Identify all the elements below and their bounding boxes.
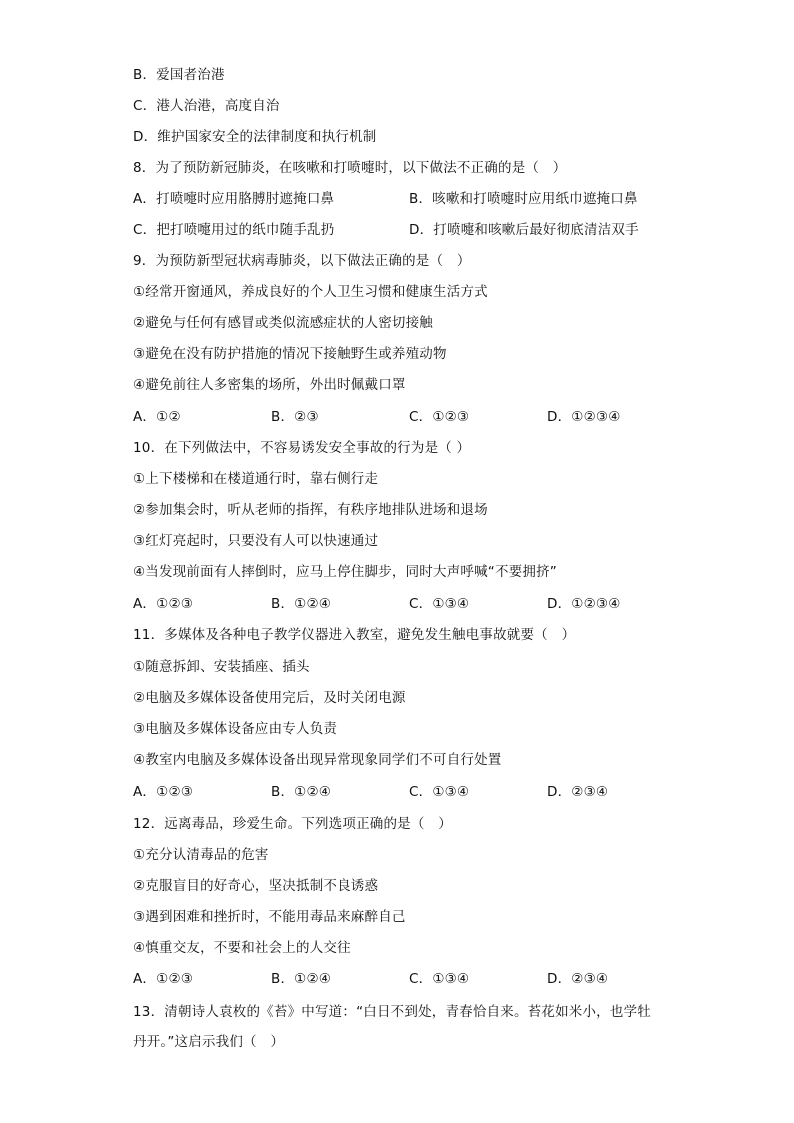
q9-item-3: ③避免在没有防护措施的情况下接触野生或养殖动物 (133, 346, 447, 362)
q9-item-4: ④避免前往人多密集的场所，外出时佩戴口罩 (133, 377, 406, 393)
q9-item-1: ①经常开窗通风，养成良好的个人卫生习惯和健康生活方式 (133, 284, 488, 300)
q13-stem-line1: 13．清朝诗人袁枚的《苔》中写道：“白日不到处，青春恰自来。苔花如米小，也学牡 (133, 1004, 651, 1020)
q12-item-3: ③遇到困难和挫折时，不能用毒品来麻醉自己 (133, 909, 406, 925)
q7-option-d: D．维护国家安全的法律制度和执行机制 (133, 129, 377, 145)
q9-option-c: C．①②③ (409, 409, 470, 425)
q8-option-d: D．打喷嚏和咳嗽后最好彻底清洁双手 (409, 222, 639, 238)
q10-option-a: A．①②③ (133, 596, 194, 612)
q11-item-1: ①随意拆卸、安装插座、插头 (133, 659, 310, 675)
q12-item-1: ①充分认清毒品的危害 (133, 847, 269, 863)
q11-item-3: ③电脑及多媒体设备应由专人负责 (133, 721, 338, 737)
q11-option-a: A．①②③ (133, 784, 194, 800)
q10-item-4: ④当发现前面有人摔倒时，应马上停住脚步，同时大声呼喊“不要拥挤” (133, 564, 557, 580)
q7-option-c: C．港人治港，高度自治 (133, 98, 280, 114)
q12-option-d: D．②③④ (547, 971, 609, 987)
q10-item-3: ③红灯亮起时，只要没有人可以快速通过 (133, 533, 379, 549)
q8-stem: 8．为了预防新冠肺炎，在咳嗽和打喷嚏时，以下做法不正确的是（ ） (133, 160, 567, 176)
q12-stem: 12．远离毒品，珍爱生命。下列选项正确的是（ ） (133, 816, 452, 832)
q11-option-d: D．②③④ (547, 784, 609, 800)
q11-item-4: ④教室内电脑及多媒体设备出现异常现象同学们不可自行处置 (133, 752, 502, 768)
q9-option-a: A．①② (133, 409, 181, 425)
q8-option-b: B．咳嗽和打喷嚏时应用纸巾遮掩口鼻 (409, 191, 638, 207)
q7-option-b: B．爱国者治港 (133, 67, 225, 83)
q10-option-c: C．①③④ (409, 596, 470, 612)
q11-item-2: ②电脑及多媒体设备使用完后，及时关闭电源 (133, 690, 406, 706)
q12-item-4: ④慎重交友，不要和社会上的人交往 (133, 940, 351, 956)
q12-option-c: C．①③④ (409, 971, 470, 987)
q9-option-d: D．①②③④ (547, 409, 621, 425)
q11-option-b: B．①②④ (271, 784, 332, 800)
q8-option-c: C．把打喷嚏用过的纸巾随手乱扔 (133, 222, 335, 238)
q10-item-1: ①上下楼梯和在楼道通行时，靠右侧行走 (133, 471, 379, 487)
q10-option-d: D．①②③④ (547, 596, 621, 612)
q11-option-c: C．①③④ (409, 784, 470, 800)
q10-option-b: B．①②④ (271, 596, 332, 612)
q8-option-a: A．打喷嚏时应用胳膊肘遮掩口鼻 (133, 191, 335, 207)
q12-option-b: B．①②④ (271, 971, 332, 987)
q12-item-2: ②克服盲目的好奇心，坚决抵制不良诱惑 (133, 878, 379, 894)
q9-option-b: B．②③ (271, 409, 319, 425)
q9-item-2: ②避免与任何有感冒或类似流感症状的人密切接触 (133, 315, 434, 331)
q12-option-a: A．①②③ (133, 971, 194, 987)
q11-stem: 11．多媒体及各种电子教学仪器进入教室，避免发生触电事故就要（ ） (133, 627, 576, 643)
q13-stem-line2: 丹开。”这启示我们（ ） (133, 1034, 285, 1050)
q10-stem: 10．在下列做法中，不容易诱发安全事故的行为是（ ） (133, 440, 471, 456)
q9-stem: 9．为预防新型冠状病毒肺炎，以下做法正确的是（ ） (133, 253, 471, 269)
q10-item-2: ②参加集会时，听从老师的指挥，有秩序地排队进场和退场 (133, 502, 488, 518)
